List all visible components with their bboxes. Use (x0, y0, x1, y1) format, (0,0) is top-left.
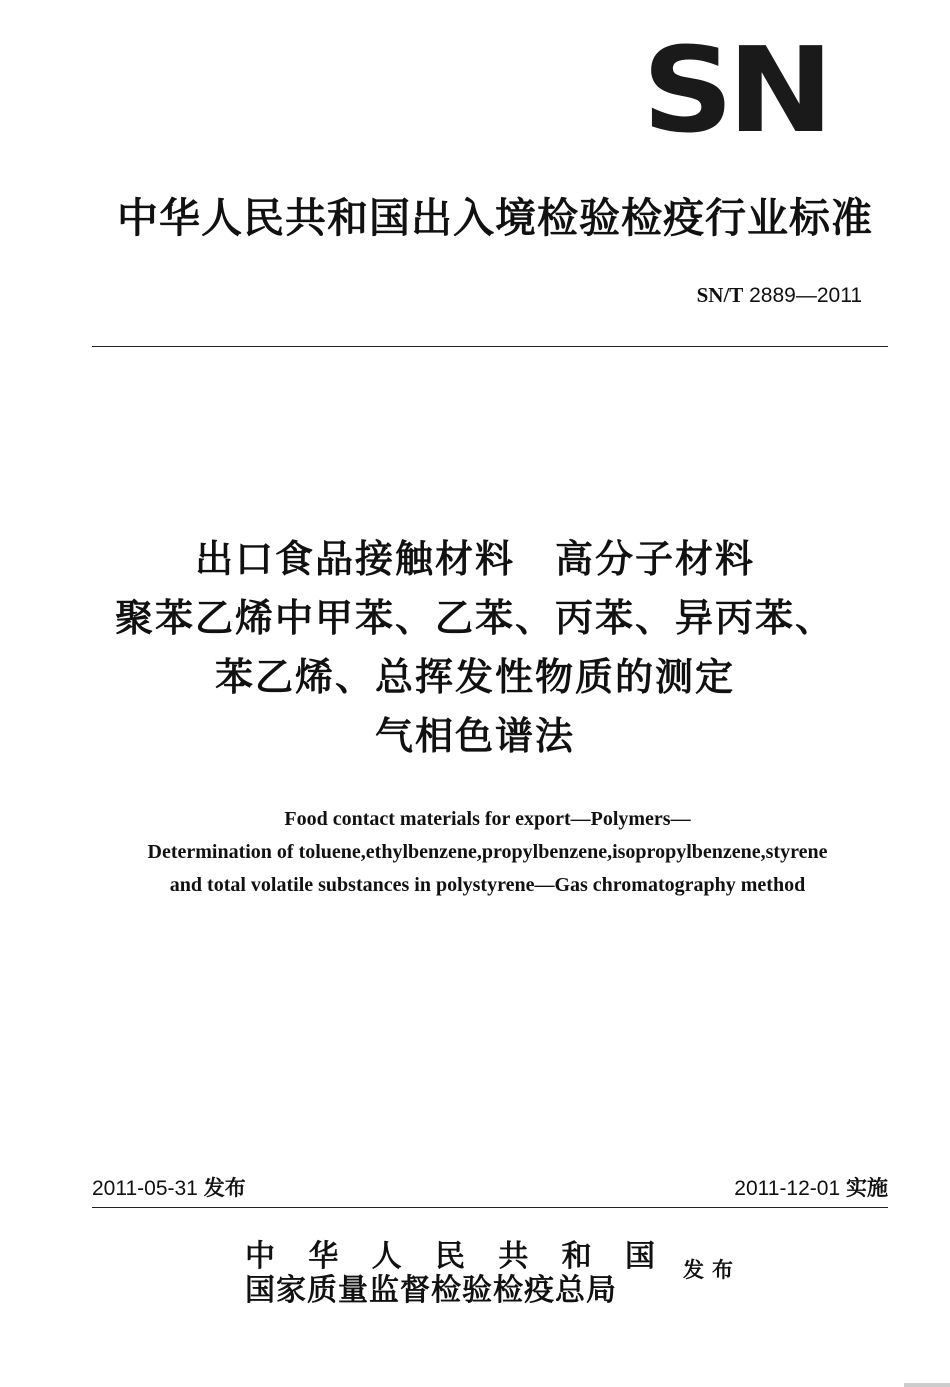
bottom-divider (92, 1207, 888, 1208)
publisher-country-char: 民 (434, 1239, 465, 1274)
sn-logo: SN (642, 21, 828, 159)
english-title-line: Food contact materials for export—Polymers— (284, 808, 691, 830)
publisher-country (245, 1240, 655, 1274)
chinese-title-line: 聚苯乙烯中甲苯、乙苯、丙苯、异丙苯、 (114, 596, 835, 640)
issue-date-value: 2011-05-31 (92, 1177, 198, 1200)
publisher-country-char: 国 (624, 1239, 655, 1274)
publisher-country-char: 中 (245, 1239, 275, 1274)
implementation-date-label: 实施 (846, 1176, 888, 1200)
publisher-country-char: 和 (561, 1239, 592, 1274)
english-title-line: Determination of toluene,ethylbenzene,propylbenzene,isopropylbenzene,styrene (147, 841, 828, 863)
chinese-title-line: 气相色谱法 (374, 714, 575, 758)
standard-number (697, 281, 862, 310)
issue-date-label: 发布 (203, 1176, 246, 1200)
publisher-country-char: 人 (371, 1239, 402, 1274)
publisher-agency: 国家质量监督检验检疫总局 (245, 1273, 617, 1308)
scan-edge-mark (904, 1383, 950, 1387)
chinese-title-line: 苯乙烯、总挥发性物质的测定 (214, 655, 735, 699)
english-title-line: and total volatile substances in polystyrene—Gas chromatography method (169, 874, 806, 896)
chinese-title (0, 530, 950, 766)
english-title (0, 803, 950, 902)
standard-number-prefix: SN/T (696, 283, 744, 307)
standard-number-value: 2889—2011 (749, 284, 862, 307)
publisher (245, 1240, 665, 1308)
issue-date (92, 1174, 246, 1203)
chinese-title-line: 出口食品接触材料 高分子材料 (194, 537, 755, 581)
implementation-date (734, 1174, 888, 1203)
publisher-country-char: 华 (308, 1239, 339, 1274)
top-divider (92, 346, 888, 347)
publisher-country-char: 共 (498, 1239, 529, 1274)
publish-label: 发布 (683, 1257, 741, 1282)
implementation-date-value: 2011-12-01 (734, 1177, 841, 1200)
industry-standard-title: 中华人民共和国出入境检验检疫行业标准 (117, 194, 873, 242)
